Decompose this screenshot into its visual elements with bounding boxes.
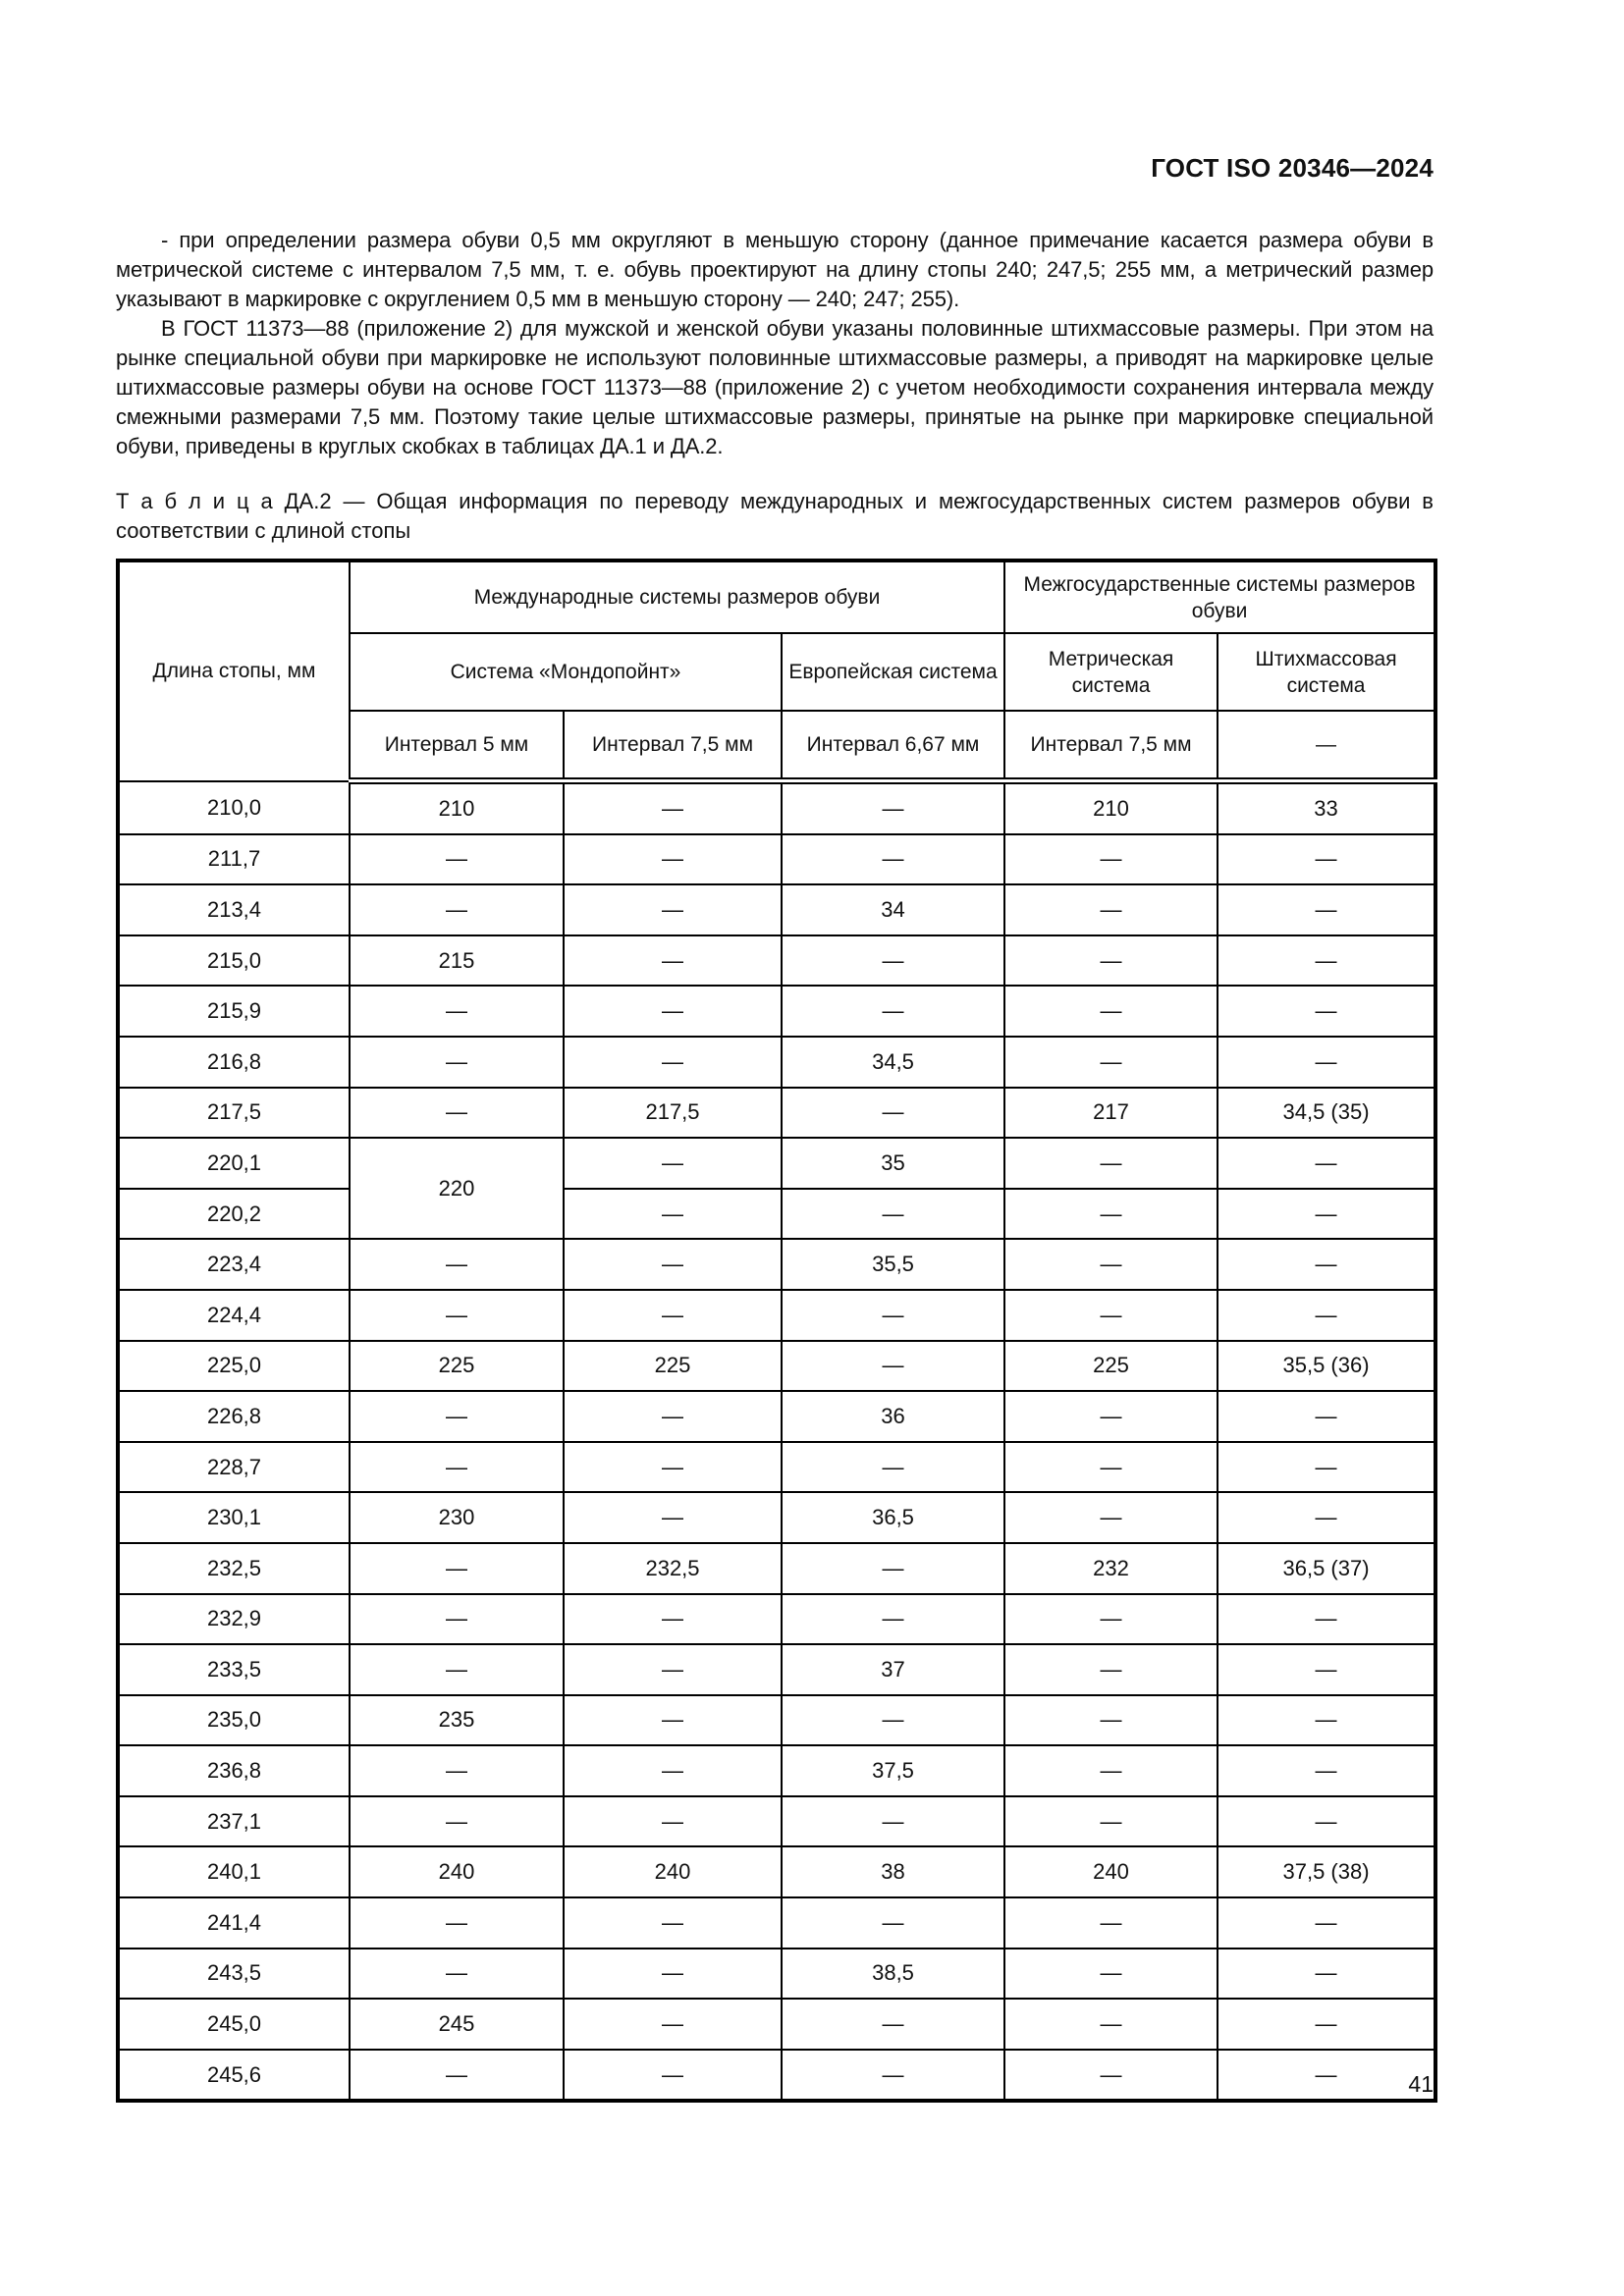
table-row bbox=[118, 1644, 1435, 1695]
size-value-cell: — bbox=[564, 1949, 782, 2000]
size-value-cell: — bbox=[564, 1239, 782, 1290]
foot-length-cell: 224,4 bbox=[118, 1290, 350, 1341]
size-value-cell: — bbox=[350, 1543, 564, 1594]
size-value-cell: — bbox=[564, 781, 782, 834]
size-value-cell: 225 bbox=[350, 1341, 564, 1392]
size-value-cell: — bbox=[350, 1088, 564, 1139]
table-row bbox=[118, 1695, 1435, 1746]
size-value-cell: — bbox=[350, 1644, 564, 1695]
header-interval-5mm: Интервал 5 мм bbox=[350, 711, 564, 781]
size-value-cell: — bbox=[564, 1644, 782, 1695]
table-row bbox=[118, 884, 1435, 935]
size-value-cell: — bbox=[782, 1594, 1004, 1645]
size-value-cell: — bbox=[1218, 834, 1435, 885]
size-value-cell: — bbox=[782, 1796, 1004, 1847]
size-value-cell: — bbox=[350, 1239, 564, 1290]
size-value-cell: — bbox=[1004, 1189, 1218, 1240]
size-value-cell: — bbox=[1218, 1290, 1435, 1341]
size-value-cell: — bbox=[1004, 1138, 1218, 1189]
paragraph-gost-11373: В ГОСТ 11373—88 (приложение 2) для мужской и женской обуви указаны половинные штихмассовые размеры. При этом на рынке специальной обуви при маркировке не используют половинные штихмассовые размеры, а приводят на маркировке целые штихмассовые размеры обуви на основе ГОСТ 11373—88 (приложение 2) с учетом необходимости сохранения интервала между смежными размерами 7,5 мм. Поэтому такие целые штихмассовые размеры, принятые на рынке при маркировке специальной обуви, приведены в круглых скобках в таблицах ДА.1 и ДА.2. bbox=[116, 316, 1434, 458]
size-value-cell: 217,5 bbox=[564, 1088, 782, 1139]
table-row bbox=[118, 1897, 1435, 1949]
foot-length-cell: 237,1 bbox=[118, 1796, 350, 1847]
size-value-cell: — bbox=[350, 1391, 564, 1442]
foot-length-cell: 211,7 bbox=[118, 834, 350, 885]
size-value-cell: — bbox=[782, 2050, 1004, 2102]
size-value-cell: — bbox=[350, 1745, 564, 1796]
table-body bbox=[118, 781, 1435, 2102]
size-value-cell: — bbox=[1218, 1138, 1435, 1189]
foot-length-cell: 226,8 bbox=[118, 1391, 350, 1442]
header-interval-7-5mm-metric: Интервал 7,5 мм bbox=[1004, 711, 1218, 781]
table-row bbox=[118, 1290, 1435, 1341]
size-value-cell: — bbox=[1218, 1391, 1435, 1442]
size-value-cell: — bbox=[1004, 1796, 1218, 1847]
size-value-cell: 230 bbox=[350, 1492, 564, 1543]
size-value-cell: — bbox=[1004, 1239, 1218, 1290]
table-row bbox=[118, 1341, 1435, 1392]
foot-length-cell: 232,9 bbox=[118, 1594, 350, 1645]
table-row bbox=[118, 1239, 1435, 1290]
size-value-cell: — bbox=[782, 834, 1004, 885]
size-value-cell: — bbox=[782, 1189, 1004, 1240]
size-value-cell: — bbox=[1004, 1745, 1218, 1796]
size-value-cell: — bbox=[782, 1999, 1004, 2050]
size-value-cell: — bbox=[564, 1290, 782, 1341]
table-row bbox=[118, 1594, 1435, 1645]
size-value-cell: 33 bbox=[1218, 781, 1435, 834]
page-content bbox=[116, 226, 1434, 2103]
foot-length-cell: 230,1 bbox=[118, 1492, 350, 1543]
size-value-cell: 37 bbox=[782, 1644, 1004, 1695]
size-value-cell: 35,5 (36) bbox=[1218, 1341, 1435, 1392]
foot-length-cell: 235,0 bbox=[118, 1695, 350, 1746]
foot-length-cell: 215,0 bbox=[118, 935, 350, 987]
size-value-cell: — bbox=[1004, 1999, 1218, 2050]
size-value-cell: — bbox=[1004, 986, 1218, 1037]
table-header bbox=[118, 561, 1435, 781]
header-foot-length: Длина стопы, мм bbox=[118, 561, 350, 781]
size-value-cell: 217 bbox=[1004, 1088, 1218, 1139]
foot-length-cell: 210,0 bbox=[118, 781, 350, 834]
size-value-cell: — bbox=[1004, 1442, 1218, 1493]
size-value-cell: 36 bbox=[782, 1391, 1004, 1442]
table-row bbox=[118, 1543, 1435, 1594]
header-system-european: Европейская система bbox=[782, 633, 1004, 711]
size-value-cell: 36,5 bbox=[782, 1492, 1004, 1543]
size-value-cell: 225 bbox=[564, 1341, 782, 1392]
size-value-cell: — bbox=[1004, 834, 1218, 885]
size-value-cell: — bbox=[1218, 1492, 1435, 1543]
size-value-cell: 37,5 bbox=[782, 1745, 1004, 1796]
size-value-cell: — bbox=[1218, 986, 1435, 1037]
size-value-cell: — bbox=[782, 1695, 1004, 1746]
size-value-cell: — bbox=[564, 1796, 782, 1847]
size-value-cell: — bbox=[1004, 1290, 1218, 1341]
size-value-cell: — bbox=[564, 2050, 782, 2102]
size-value-cell: — bbox=[782, 935, 1004, 987]
size-value-cell: 225 bbox=[1004, 1341, 1218, 1392]
size-value-cell: 240 bbox=[564, 1846, 782, 1897]
size-value-cell: — bbox=[350, 1949, 564, 2000]
size-value-cell: — bbox=[350, 1290, 564, 1341]
size-value-cell: 215 bbox=[350, 935, 564, 987]
size-conversion-table bbox=[116, 559, 1437, 2103]
size-value-cell: — bbox=[1004, 884, 1218, 935]
size-value-cell: 36,5 (37) bbox=[1218, 1543, 1435, 1594]
size-value-cell: — bbox=[564, 1391, 782, 1442]
running-header: ГОСТ ISO 20346—2024 bbox=[1151, 153, 1434, 183]
foot-length-cell: 241,4 bbox=[118, 1897, 350, 1949]
size-value-cell: 34,5 bbox=[782, 1037, 1004, 1088]
size-value-cell: 34 bbox=[782, 884, 1004, 935]
table-row bbox=[118, 1796, 1435, 1847]
table-row bbox=[118, 1138, 1435, 1189]
paragraph-note: - при определении размера обуви 0,5 мм округляют в меньшую сторону (данное примечание касается размера обуви в метрической системе с интервалом 7,5 мм, т. е. обувь проектируют на длину стопы 240; 247,5; 255 мм, а метрический размер указывают в маркировке с округлением 0,5 мм в меньшую сторону — 240; 247; 255). bbox=[116, 228, 1434, 311]
size-value-cell: — bbox=[1218, 1949, 1435, 2000]
header-system-mondopoint: Система «Мондопойнт» bbox=[350, 633, 782, 711]
size-value-cell: — bbox=[1218, 1999, 1435, 2050]
size-value-cell: — bbox=[1004, 935, 1218, 987]
header-interval-none: — bbox=[1218, 711, 1435, 781]
size-value-cell: — bbox=[564, 1897, 782, 1949]
size-value-cell: — bbox=[1218, 1897, 1435, 1949]
size-value-cell: — bbox=[350, 2050, 564, 2102]
size-value-cell: — bbox=[1218, 884, 1435, 935]
table-row bbox=[118, 1999, 1435, 2050]
foot-length-cell: 216,8 bbox=[118, 1037, 350, 1088]
foot-length-cell: 213,4 bbox=[118, 884, 350, 935]
header-system-metric: Метрическая система bbox=[1004, 633, 1218, 711]
size-value-cell: — bbox=[1218, 1594, 1435, 1645]
size-value-cell: — bbox=[1004, 1695, 1218, 1746]
page-number: 41 bbox=[1408, 2071, 1434, 2097]
header-system-stitch: Штихмассовая система bbox=[1218, 633, 1435, 711]
foot-length-cell: 245,0 bbox=[118, 1999, 350, 2050]
size-value-cell: — bbox=[350, 1442, 564, 1493]
size-value-cell: — bbox=[782, 1897, 1004, 1949]
foot-length-cell: 220,2 bbox=[118, 1189, 350, 1240]
size-value-cell: — bbox=[1218, 1796, 1435, 1847]
size-value-cell: — bbox=[350, 1796, 564, 1847]
size-value-cell: — bbox=[350, 1594, 564, 1645]
size-value-cell: 240 bbox=[350, 1846, 564, 1897]
size-value-cell: — bbox=[564, 1999, 782, 2050]
size-value-cell: — bbox=[564, 1442, 782, 1493]
table-row bbox=[118, 1189, 1435, 1240]
table-row bbox=[118, 1846, 1435, 1897]
table-row bbox=[118, 781, 1435, 834]
size-value-cell: — bbox=[1218, 935, 1435, 987]
size-value-cell: 232,5 bbox=[564, 1543, 782, 1594]
table-row bbox=[118, 1442, 1435, 1493]
size-value-cell: — bbox=[1004, 1391, 1218, 1442]
size-value-cell: 35 bbox=[782, 1138, 1004, 1189]
size-value-cell: — bbox=[564, 1695, 782, 1746]
size-value-cell: — bbox=[1004, 1037, 1218, 1088]
table-row bbox=[118, 986, 1435, 1037]
size-value-cell: — bbox=[350, 884, 564, 935]
size-value-cell: 240 bbox=[1004, 1846, 1218, 1897]
size-value-cell: 37,5 (38) bbox=[1218, 1846, 1435, 1897]
size-value-cell: 210 bbox=[350, 781, 564, 834]
table-row bbox=[118, 935, 1435, 987]
size-value-cell: 220 bbox=[350, 1138, 564, 1239]
table-row bbox=[118, 1088, 1435, 1139]
size-value-cell: — bbox=[1004, 1644, 1218, 1695]
size-value-cell: — bbox=[782, 986, 1004, 1037]
foot-length-cell: 245,6 bbox=[118, 2050, 350, 2102]
size-value-cell: — bbox=[564, 1594, 782, 1645]
size-value-cell: 38,5 bbox=[782, 1949, 1004, 2000]
foot-length-cell: 236,8 bbox=[118, 1745, 350, 1796]
size-value-cell: — bbox=[564, 884, 782, 935]
header-group-interstate: Межгосударственные системы размеров обуви bbox=[1004, 561, 1435, 633]
size-value-cell: — bbox=[1004, 1949, 1218, 2000]
size-value-cell: — bbox=[564, 1492, 782, 1543]
table-row bbox=[118, 1492, 1435, 1543]
header-group-international: Международные системы размеров обуви bbox=[350, 561, 1004, 633]
size-value-cell: — bbox=[1004, 1897, 1218, 1949]
size-value-cell: — bbox=[350, 834, 564, 885]
table-row bbox=[118, 834, 1435, 885]
size-value-cell: — bbox=[350, 1037, 564, 1088]
size-value-cell: — bbox=[564, 834, 782, 885]
size-value-cell: — bbox=[782, 781, 1004, 834]
size-value-cell: — bbox=[782, 1543, 1004, 1594]
size-value-cell: — bbox=[1218, 1442, 1435, 1493]
header-interval-6-67mm: Интервал 6,67 мм bbox=[782, 711, 1004, 781]
size-value-cell: 245 bbox=[350, 1999, 564, 2050]
size-value-cell: — bbox=[1004, 1492, 1218, 1543]
size-value-cell: 35,5 bbox=[782, 1239, 1004, 1290]
size-value-cell: — bbox=[782, 1290, 1004, 1341]
table-row bbox=[118, 1745, 1435, 1796]
size-value-cell: 34,5 (35) bbox=[1218, 1088, 1435, 1139]
size-value-cell: — bbox=[1218, 1695, 1435, 1746]
size-value-cell: — bbox=[1218, 1644, 1435, 1695]
size-value-cell: — bbox=[1004, 2050, 1218, 2102]
size-value-cell: 210 bbox=[1004, 781, 1218, 834]
size-value-cell: — bbox=[564, 935, 782, 987]
size-value-cell: 38 bbox=[782, 1846, 1004, 1897]
size-value-cell: 232 bbox=[1004, 1543, 1218, 1594]
size-value-cell: — bbox=[564, 1138, 782, 1189]
size-value-cell: — bbox=[782, 1088, 1004, 1139]
foot-length-cell: 217,5 bbox=[118, 1088, 350, 1139]
size-value-cell: — bbox=[1218, 1189, 1435, 1240]
size-value-cell: 235 bbox=[350, 1695, 564, 1746]
size-value-cell: — bbox=[564, 986, 782, 1037]
table-row bbox=[118, 1949, 1435, 2000]
header-interval-7-5mm-mondopoint: Интервал 7,5 мм bbox=[564, 711, 782, 781]
foot-length-cell: 225,0 bbox=[118, 1341, 350, 1392]
foot-length-cell: 243,5 bbox=[118, 1949, 350, 2000]
size-value-cell: — bbox=[1004, 1594, 1218, 1645]
foot-length-cell: 228,7 bbox=[118, 1442, 350, 1493]
foot-length-cell: 220,1 bbox=[118, 1138, 350, 1189]
table-row bbox=[118, 1391, 1435, 1442]
size-value-cell: — bbox=[782, 1442, 1004, 1493]
foot-length-cell: 223,4 bbox=[118, 1239, 350, 1290]
size-value-cell: — bbox=[1218, 1239, 1435, 1290]
size-value-cell: — bbox=[782, 1341, 1004, 1392]
foot-length-cell: 240,1 bbox=[118, 1846, 350, 1897]
size-value-cell: — bbox=[350, 986, 564, 1037]
size-value-cell: — bbox=[350, 1897, 564, 1949]
size-value-cell: — bbox=[1218, 2050, 1435, 2102]
foot-length-cell: 232,5 bbox=[118, 1543, 350, 1594]
table-row bbox=[118, 1037, 1435, 1088]
foot-length-cell: 215,9 bbox=[118, 986, 350, 1037]
table-caption: Т а б л и ц а ДА.2 — Общая информация по переводу международных и межгосударственных систем размеров обуви в соответствии с длиной стопы bbox=[116, 489, 1434, 543]
foot-length-cell: 233,5 bbox=[118, 1644, 350, 1695]
size-value-cell: — bbox=[564, 1037, 782, 1088]
size-value-cell: — bbox=[564, 1745, 782, 1796]
size-value-cell: — bbox=[564, 1189, 782, 1240]
size-value-cell: — bbox=[1218, 1037, 1435, 1088]
size-value-cell: — bbox=[1218, 1745, 1435, 1796]
